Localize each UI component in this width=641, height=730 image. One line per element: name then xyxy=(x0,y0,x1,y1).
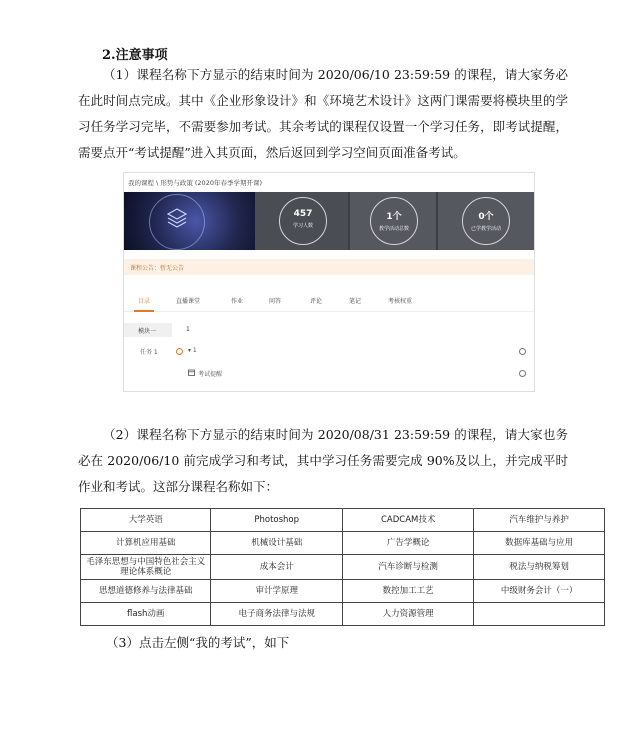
table-row xyxy=(81,580,605,603)
task-label: 任务 1 xyxy=(140,349,158,356)
table-cell: 数控加工工艺 xyxy=(343,580,474,603)
exam-progress-icon xyxy=(519,370,526,377)
table-cell: Photoshop xyxy=(211,509,343,532)
table-cell: flash动画 xyxy=(81,603,211,626)
module-value: 1 xyxy=(186,326,190,333)
table-cell: 汽车维护与养护 xyxy=(474,509,605,532)
module-label: 模块一 xyxy=(138,328,157,335)
stat-panel-learners xyxy=(255,192,348,250)
table-cell: 广告学概论 xyxy=(343,532,474,555)
stat-panel-completed xyxy=(438,192,534,250)
tab-qa[interactable]: 问答 xyxy=(269,298,282,305)
section-heading: 2.注意事项 xyxy=(102,48,168,63)
module-header xyxy=(124,323,172,337)
table-row xyxy=(81,509,605,532)
course-banner xyxy=(124,192,534,250)
stat-label: 学习人数 xyxy=(292,223,313,229)
tab-live-class[interactable]: 直播课堂 xyxy=(176,298,201,305)
exam-reminder-row[interactable] xyxy=(124,367,534,379)
stat-circle xyxy=(279,197,327,245)
course-tabs xyxy=(124,293,534,309)
course-table xyxy=(80,508,605,626)
calendar-icon xyxy=(188,369,195,376)
table-cell: 思想道德修养与法律基础 xyxy=(81,580,211,603)
task-status-icon xyxy=(176,348,183,355)
table-cell: 数据库基础与应用 xyxy=(474,532,605,555)
exam-reminder-link[interactable]: 考试提醒 xyxy=(198,371,223,378)
stat-value: 0个 xyxy=(478,212,494,222)
stat-value: 457 xyxy=(293,209,313,219)
table-row xyxy=(81,603,605,626)
layers-icon xyxy=(166,206,188,228)
stat-value: 1个 xyxy=(386,212,402,222)
table-cell: 成本会计 xyxy=(211,555,343,580)
tab-divider xyxy=(124,311,534,312)
table-cell: 税法与纳税筹划 xyxy=(474,555,605,580)
table-cell xyxy=(474,603,605,626)
stat-label: 已学教学活动 xyxy=(470,226,501,232)
paragraph-3: （3）点击左侧“我的考试”，如下 xyxy=(106,635,290,650)
paragraph-1: （1）课程名称下方显示的结束时间为 2020/06/10 23:59:59 的课程，请大家务必在此时间点完成。其中《企业形象设计》和《环境艺术设计》这两门课需要将模块里的学习任务学习完毕，不需要参加考试。其余考试的课程仅设置一个学习任务，即考试提醒，需要点开“考试提醒”进入其页面，然后返回到学习空间页面准备考试。 xyxy=(78,67,568,160)
table-cell: 审计学原理 xyxy=(211,580,343,603)
stat-circle xyxy=(462,197,510,245)
table-cell: 大学英语 xyxy=(81,509,211,532)
table-row xyxy=(81,555,605,580)
tab-comments[interactable]: 评论 xyxy=(310,298,323,305)
course-notice-bar xyxy=(124,259,534,275)
notice-text: 课程公告：暂无公告 xyxy=(130,265,185,272)
task-value: ▾ 1 xyxy=(188,347,197,354)
tab-notes[interactable]: 笔记 xyxy=(349,298,362,305)
table-row xyxy=(81,532,605,555)
table-cell: CADCAM技术 xyxy=(343,509,474,532)
tab-weights[interactable]: 考核权重 xyxy=(388,298,413,305)
task-row[interactable] xyxy=(124,345,534,357)
table-cell: 中级财务会计（一） xyxy=(474,580,605,603)
course-cover xyxy=(124,192,255,250)
stat-label: 教学活动总数 xyxy=(378,226,409,232)
table-cell: 机械设计基础 xyxy=(211,532,343,555)
embedded-course-screenshot xyxy=(123,172,535,392)
table-cell: 电子商务法律与法规 xyxy=(211,603,343,626)
table-cell: 汽车诊断与检测 xyxy=(343,555,474,580)
breadcrumb: 我的课程 \ 形势与政策 (2020年春季学期开课) xyxy=(128,179,263,187)
task-progress-icon xyxy=(519,348,526,355)
tab-active-indicator xyxy=(134,310,154,312)
tab-catalog[interactable]: 目录 xyxy=(138,298,151,305)
module-row xyxy=(124,323,534,337)
paragraph-2: （2）课程名称下方显示的结束时间为 2020/08/31 23:59:59 的课程，请大家也务必在 2020/06/10 前完成学习和考试，其中学习任务需要完成 90%及以上，并完成平时作业和考试。这部分课程名称如下： xyxy=(78,427,568,494)
tab-homework[interactable]: 作业 xyxy=(231,298,244,305)
table-cell: 毛泽东思想与中国特色社会主义理论体系概论 xyxy=(81,555,211,580)
stat-panel-activities xyxy=(350,192,436,250)
table-cell: 人力资源管理 xyxy=(343,603,474,626)
stat-circle xyxy=(370,197,418,245)
table-cell: 计算机应用基础 xyxy=(81,532,211,555)
